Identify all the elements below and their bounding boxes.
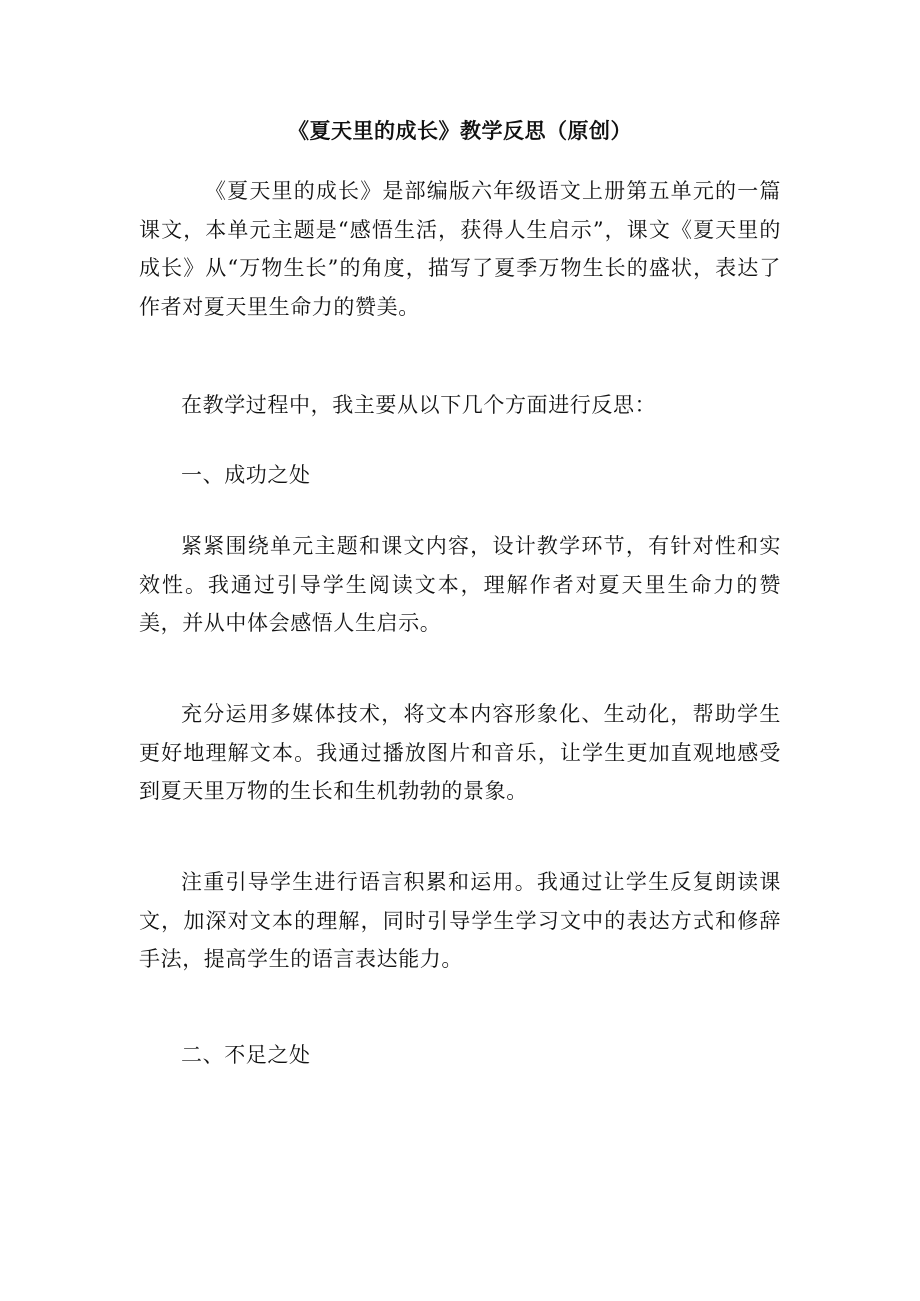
section1-paragraph-3: 注重引导学生进行语言积累和运用。我通过让学生反复朗读课文，加深对文本的理解，同时引导学生学习文中的表达方式和修辞手法，提高学生的语言表达能力。 — [139, 870, 781, 971]
section2-heading: 二、不足之处 — [181, 1043, 311, 1067]
document-title: 《夏天里的成长》教学反思（原创） — [288, 118, 632, 143]
intro-paragraph: 《夏天里的成长》是部编版六年级语文上册第五单元的一篇课文，本单元主题是“感悟生活，获得人生启示”，课文《夏天里的成长》从“万物生长”的角度，描写了夏季万物生长的盛状，表达了作者对夏天里生命力的赞美。 — [139, 179, 781, 319]
section1-paragraph-1: 紧紧围绕单元主题和课文内容，设计教学环节，有针对性和实效性。我通过引导学生阅读文本，理解作者对夏天里生命力的赞美，并从中体会感悟人生启示。 — [139, 534, 781, 635]
section1-paragraph-2: 充分运用多媒体技术，将文本内容形象化、生动化，帮助学生更好地理解文本。我通过播放图片和音乐，让学生更加直观地感受到夏天里万物的生长和生机勃勃的景象。 — [139, 702, 781, 803]
section1-heading: 一、成功之处 — [181, 463, 311, 487]
lead-paragraph: 在教学过程中，我主要从以下几个方面进行反思： — [181, 393, 657, 417]
